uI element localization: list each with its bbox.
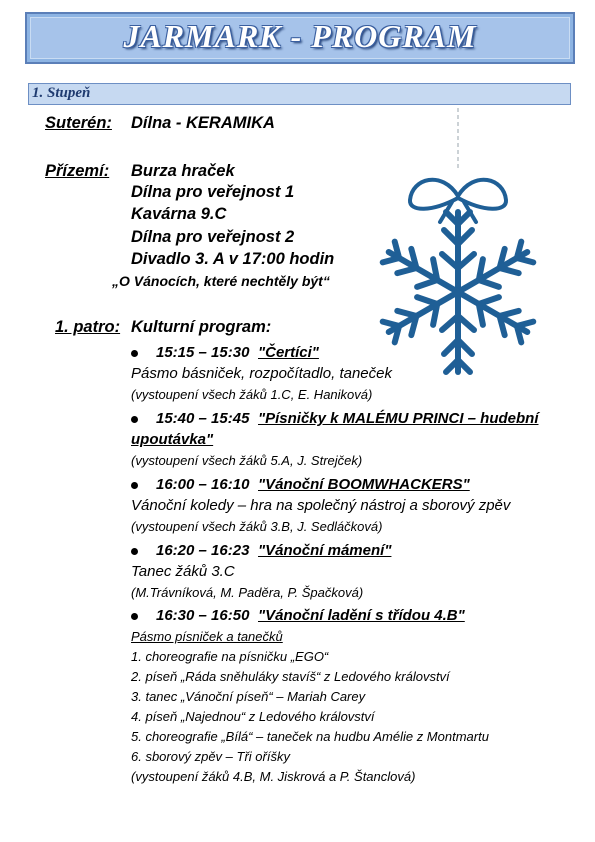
ground-item: Dílna pro veřejnost 2	[131, 228, 295, 246]
event-note: (M.Trávníková, M. Paděra, P. Špačková)	[131, 585, 364, 600]
event-note: (vystoupení žáků 4.B, M. Jiskrová a P. Štanclová)	[131, 769, 416, 784]
stage-label: 1. Stupeň	[32, 85, 91, 101]
event-name: "Písničky k MALÉMU PRINCI – hudební	[258, 410, 539, 427]
program-list-item: 3. tanec „Vánoční píseň“ – Mariah Carey	[131, 689, 366, 704]
basement-label: Suterén:	[45, 114, 112, 132]
event-subheading: Pásmo písniček a tanečků	[131, 629, 283, 644]
ground-item: Kavárna 9.C	[131, 205, 227, 223]
basement-value: Dílna - KERAMIKA	[131, 114, 275, 132]
event-time: 16:20 – 16:23	[156, 542, 250, 559]
event-time: 16:00 – 16:10	[156, 476, 250, 493]
event-time: 16:30 – 16:50	[156, 607, 250, 624]
program-list-item: 4. píseň „Najednou“ z Ledového království	[131, 709, 375, 724]
program-list-item: 2. píseň „Ráda sněhuláky stavíš“ z Ledového království	[131, 669, 450, 684]
event-note: (vystoupení všech žáků 1.C, E. Haniková)	[131, 387, 373, 402]
event-note: (vystoupení všech žáků 3.B, J. Sedláčková)	[131, 519, 383, 534]
ground-item: Divadlo 3. A v 17:00 hodin	[131, 250, 335, 268]
event-name: "Vánoční BOOMWHACKERS"	[258, 476, 470, 493]
event-name: "Vánoční ladění s třídou 4.B"	[258, 607, 465, 624]
program-list-item: 1. choreografie na písničku „EGO“	[131, 649, 329, 664]
event-time: 15:40 – 15:45	[156, 410, 250, 427]
event-desc: Vánoční koledy – hra na společný nástroj a sborový zpěv	[131, 497, 511, 514]
event-name: "Čertíci"	[258, 344, 319, 361]
ground-item: Burza hraček	[131, 162, 235, 180]
event-time: 15:15 – 15:30	[156, 344, 250, 361]
event-name-cont: upoutávka"	[131, 431, 214, 448]
floor1-label: 1. patro:	[55, 318, 121, 336]
theatre-subtitle: „O Vánocích, které nechtěly být“	[112, 273, 330, 289]
event-name: "Vánoční mámení"	[258, 542, 392, 559]
floor1-heading: Kulturní program:	[131, 318, 272, 336]
ground-item: Dílna pro veřejnost 1	[131, 183, 295, 201]
event-desc: Tanec žáků 3.C	[131, 563, 235, 580]
ground-label: Přízemí:	[45, 162, 110, 180]
page-title: JARMARK - PROGRAM	[123, 18, 477, 54]
program-list-item: 5. choreografie „Bílá“ – taneček na hudbu Amélie z Montmartu	[131, 729, 489, 744]
event-note: (vystoupení všech žáků 5.A, J. Strejček)	[131, 453, 363, 468]
program-list-item: 6. sborový zpěv – Tři oříšky	[131, 749, 290, 764]
event-desc: Pásmo básniček, rozpočítadlo, taneček	[131, 365, 392, 382]
